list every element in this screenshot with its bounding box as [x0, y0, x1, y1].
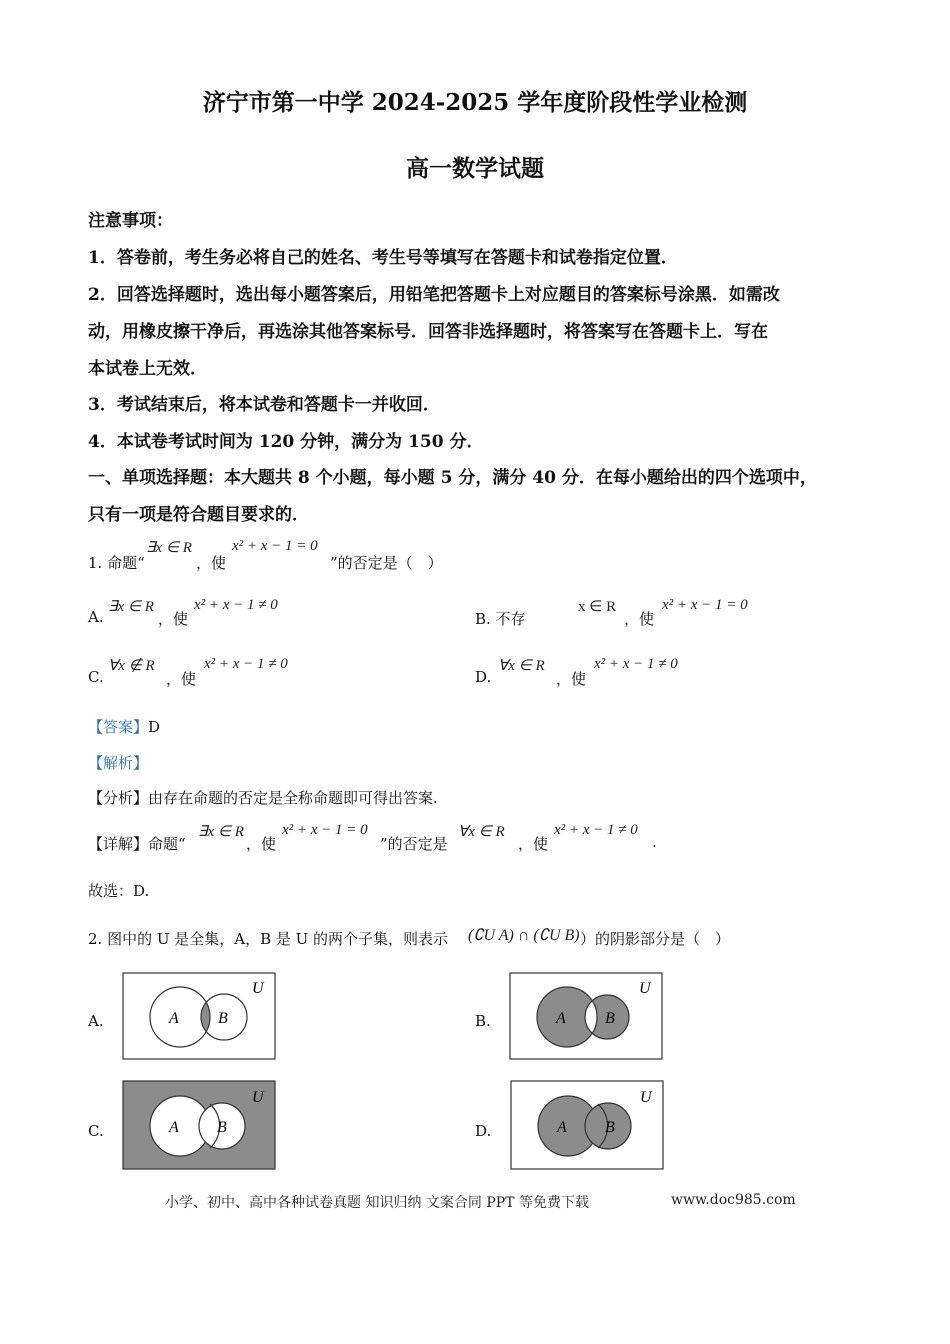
q1-detail-mid-2: ”的否定是 [380, 835, 448, 853]
q1-detail-prefix: 【详解】命题“ [88, 835, 186, 853]
q2-option-b-label: B. [475, 1012, 491, 1030]
q1-option-c-label: C. [88, 668, 104, 686]
notice-item-1: 1．答卷前，考生务必将自己的姓名、考生号等填写在答题卡和试卷指定位置． [88, 248, 678, 268]
venn-b-label-a: A [556, 1010, 566, 1027]
q1-suffix: ”的否定是（ ） [330, 554, 443, 572]
venn-diagram-b [509, 972, 663, 1060]
q2-option-d-label: D. [475, 1122, 492, 1140]
notice-item-2-line-2: 动，用橡皮擦干净后，再选涂其他答案标号．回答非选择题时，将答案写在答题卡上．写在 [88, 322, 768, 342]
q1-option-b-mid: ，使 [624, 610, 655, 628]
q1-option-d-label: D. [475, 668, 492, 686]
q1-conclusion: 故选：D. [88, 882, 150, 900]
q1-option-b-math-2: x² + x − 1 = 0 [662, 597, 748, 613]
footer-text: 小学、初中、高中各种试卷真题 知识归纳 文案合同 PPT 等免费下载 [165, 1195, 589, 1211]
q1-option-b-math-1: x ∈ R [578, 599, 617, 615]
page-title: 济宁市第一中学 2024-2025 学年度阶段性学业检测 [202, 89, 748, 116]
notice-item-2-line-1: 2．回答选择题时，选出每小题答案后，用铅笔把答题卡上对应题目的答案标号涂黑．如需改 [88, 285, 780, 305]
venn-d-label-u: U [640, 1089, 652, 1106]
section-heading-line-1: 一、单项选择题：本大题共 8 个小题，每小题 5 分，满分 40 分．在每小题给出的四个选项中， [88, 468, 817, 488]
q1-fenxi: 【分析】由存在命题的否定是全称命题即可得出答案. [88, 789, 438, 807]
q1-detail-math-2: x² + x − 1 = 0 [282, 822, 368, 838]
venn-diagram-a [122, 972, 276, 1060]
venn-diagram-d [510, 1080, 664, 1170]
q1-math-exists: ∃x ∈ R [146, 540, 192, 556]
q1-option-c-math-2: x² + x − 1 ≠ 0 [204, 656, 288, 672]
analysis-tag: 【解析】 [88, 754, 149, 772]
q1-answer-row [88, 716, 160, 737]
q1-detail-mid-1: ，使 [246, 835, 277, 853]
venn-a-label-u: U [252, 980, 264, 997]
answer-value: D [148, 718, 161, 736]
q2-stem-math: (∁U A) ∩ (∁U B) [468, 927, 580, 944]
venn-b-label-u: U [639, 980, 651, 997]
venn-b-label-b: B [605, 1010, 615, 1027]
venn-c-label-a: A [169, 1119, 179, 1136]
q2-stem-suffix: ）的阴影部分是（ ） [580, 930, 731, 948]
venn-c-label-b: B [217, 1119, 227, 1136]
q1-detail-mid-3: ，使 [518, 835, 549, 853]
venn-a-label-a: A [169, 1010, 179, 1027]
notice-heading: 注意事项： [88, 211, 173, 231]
q1-option-d-math-1: ∀x ∈ R [498, 658, 545, 674]
q1-option-a-math-1: ∃x ∈ R [108, 599, 154, 615]
q1-prefix: 1. 命题“ [88, 554, 145, 572]
section-heading-line-2: 只有一项是符合题目要求的． [88, 505, 309, 525]
q2-option-c-label: C. [88, 1122, 104, 1140]
q1-mid: ，使 [196, 554, 227, 572]
venn-c-label-u: U [252, 1089, 264, 1106]
q1-option-d-mid: ，使 [556, 670, 587, 688]
q1-math-equation: x² + x − 1 = 0 [232, 538, 318, 554]
q1-detail-math-4: x² + x − 1 ≠ 0 [554, 822, 638, 838]
q1-option-a-math-2: x² + x − 1 ≠ 0 [194, 597, 278, 613]
q1-option-a-label: A. [88, 608, 104, 626]
answer-tag: 【答案】 [88, 718, 149, 736]
page-subtitle: 高一数学试题 [406, 155, 544, 182]
venn-d-label-b: B [605, 1119, 615, 1136]
venn-d-label-a: A [557, 1119, 567, 1136]
q1-option-b-label: B. 不存 [475, 610, 526, 628]
notice-item-3: 3．考试结束后，将本试卷和答题卡一并收回． [88, 395, 440, 415]
notice-item-2-line-3: 本试卷上无效． [88, 359, 207, 379]
q2-stem-prefix: 2. 图中的 U 是全集，A，B 是 U 的两个子集，则表示 [88, 930, 449, 948]
q1-option-c-math-1: ∀x ∉ R [108, 658, 155, 674]
q1-option-c-mid: ，使 [166, 670, 197, 688]
q1-option-d-math-2: x² + x − 1 ≠ 0 [594, 656, 678, 672]
footer-link[interactable]: www.doc985.com [671, 1192, 796, 1208]
venn-diagram-c [122, 1080, 276, 1170]
notice-item-4: 4．本试卷考试时间为 120 分钟，满分为 150 分． [88, 432, 484, 452]
q1-detail-math-3: ∀x ∈ R [458, 824, 505, 840]
q1-detail-end: . [652, 833, 657, 851]
venn-a-label-b: B [218, 1010, 228, 1027]
q2-option-a-label: A. [88, 1012, 104, 1030]
q1-detail-math-1: ∃x ∈ R [198, 824, 244, 840]
q1-option-a-mid: ，使 [158, 610, 189, 628]
